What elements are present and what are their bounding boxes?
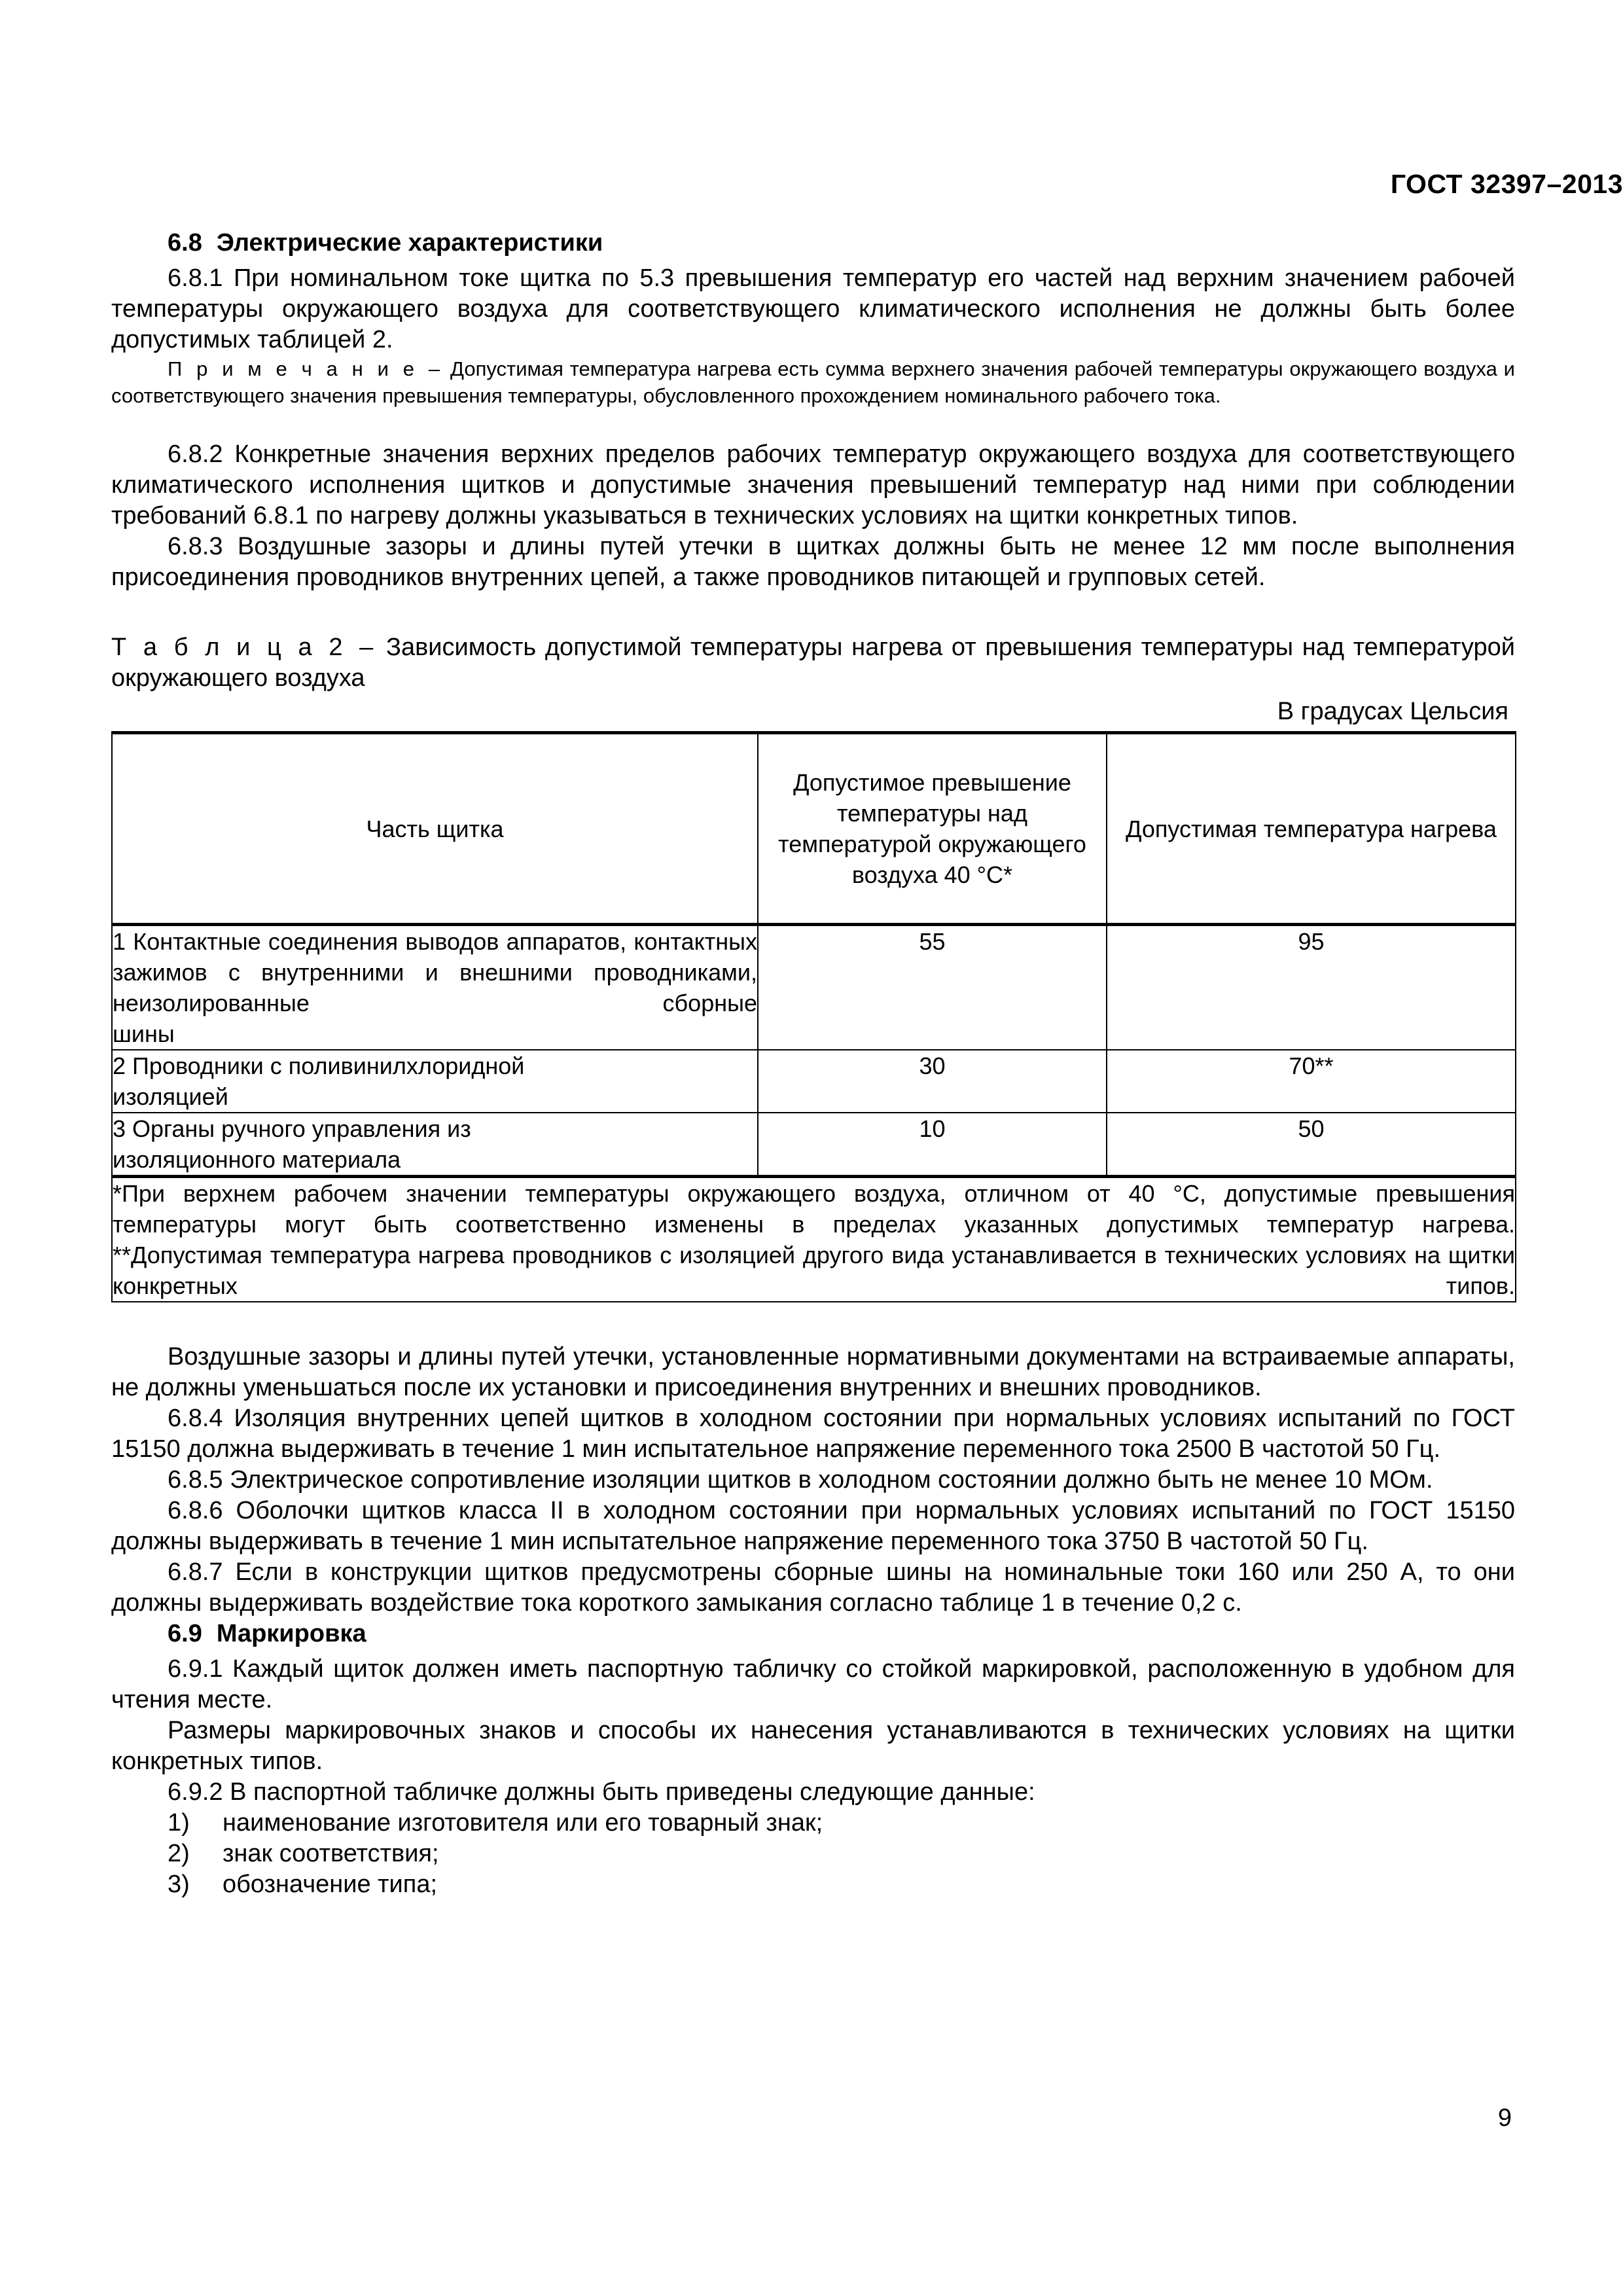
- table-2: [111, 731, 1516, 1302]
- page-number: 9: [1497, 2104, 1512, 2132]
- section-number-6-8: 6.8: [168, 229, 202, 257]
- table-cell-part-text: 3 Органы ручного управления из: [113, 1115, 471, 1142]
- list-item-label: наименование изготовителя или его товарный знак;: [223, 1809, 823, 1837]
- table-cell-heat: 95: [1107, 925, 1516, 1050]
- list-item: [111, 1808, 1515, 1839]
- table-2-caption-label: Т а б л и ц а 2 –: [111, 634, 378, 661]
- table-2-head: [112, 733, 1516, 925]
- list-item: [111, 1869, 1515, 1900]
- paragraph-6-8-1: 6.8.1 При номинальном токе щитка по 5.3 превышения температур его частей над верхним значением рабочей температуры окружающего воздуха для соответствующего климатического исполнения не должны быть более допустимых таблицей 2.: [111, 264, 1515, 353]
- paragraph-6-8-6: 6.8.6 Оболочки щитков класса II в холодном состоянии при нормальных условиях испытаний по ГОСТ 15150 должны выдерживать в течение 1 мин испытательное напряжение переменного тока 3750 В частотой 50 Гц.: [111, 1497, 1515, 1555]
- paragraph-6-9-1: 6.9.1 Каждый щиток должен иметь паспортную табличку со стойкой маркировкой, расположенную в удобном для чтения месте.: [111, 1655, 1515, 1713]
- table-header-row: [112, 733, 1516, 925]
- table-footnote-1: *При верхнем рабочем значении температуры окружающего воздуха, отличном от 40 °С, допустимые превышения температуры могут быть соответственно изменены в пределах указанных допустимых температур нагрева.: [113, 1180, 1515, 1238]
- marking-data-list: [111, 1808, 1515, 1900]
- table-cell-rise: 10: [758, 1113, 1107, 1177]
- paragraph-6-9-2: 6.9.2 В паспортной табличке должны быть приведены следующие данные:: [168, 1778, 1035, 1806]
- table-cell-part-text: 2 Проводники с поливинилхлоридной: [113, 1052, 525, 1079]
- table-cell-heat: 70**: [1107, 1050, 1516, 1113]
- list-item-marker: 1): [168, 1809, 190, 1837]
- table-2-caption-text: Зависимость допустимой температуры нагрева от превышения температуры над температурой окружающего воздуха: [111, 634, 1515, 692]
- table-footnote-2: **Допустимая температура нагрева проводников с изоляцией другого вида устанавливается в технических условиях на щитки конкретных типов.: [113, 1242, 1515, 1299]
- table-cell-rise: 55: [758, 925, 1107, 1050]
- table-cell-rise: 30: [758, 1050, 1107, 1113]
- note-label: П р и м е ч а н и е –: [168, 357, 444, 380]
- table-row: [112, 925, 1516, 1050]
- table-2-body: [112, 925, 1516, 1302]
- spacer: [111, 409, 1515, 439]
- section-heading-6-9: [111, 1619, 1515, 1649]
- table-cell-part: [112, 1050, 758, 1113]
- table-row: [112, 1113, 1516, 1177]
- table-footnotes: [112, 1177, 1516, 1302]
- table-cell-part-text-last: шины: [113, 1020, 175, 1047]
- note-block: [111, 355, 1515, 409]
- paragraph-6-8-2: 6.8.2 Конкретные значения верхних пределов рабочих температур окружающего воздуха для соответствующего климатического исполнения щитков и допустимые значения превышений температур над ними при соблюдении требований 6.8.1 по нагреву должны указываться в технических условиях на щитки конкретных типов.: [111, 440, 1515, 529]
- table-row: [112, 1050, 1516, 1113]
- list-item-label: обозначение типа;: [223, 1871, 438, 1898]
- table-cell-part-text-last: изоляционного материала: [113, 1146, 401, 1173]
- table-cell-part-text: 1 Контактные соединения выводов аппаратов, контактных зажимов с внутренними и внешними проводниками, неизолированные сборные: [113, 928, 757, 1016]
- paragraph-6-8-3: 6.8.3 Воздушные зазоры и длины путей утечки в щитках должны быть не менее 12 мм после выполнения присоединения проводников внутренних цепей, а также проводников питающей и групповых сетей.: [111, 533, 1515, 591]
- table-cell-part: [112, 1113, 758, 1177]
- body-block: [111, 228, 1515, 1900]
- paragraph-6-8-5: 6.8.5 Электрическое сопротивление изоляции щитков в холодном состоянии должно быть не менее 10 МОм.: [168, 1466, 1433, 1494]
- list-item-marker: 2): [168, 1840, 190, 1867]
- table-2-units: В градусах Цельсия: [1277, 698, 1508, 725]
- standard-header: ГОСТ 32397–2013: [1390, 169, 1623, 199]
- table-cell-part: [112, 925, 758, 1050]
- section-number-6-9: 6.9: [168, 1620, 202, 1647]
- paragraph-6-8-4: 6.8.4 Изоляция внутренних цепей щитков в холодном состоянии при нормальных условиях испытаний по ГОСТ 15150 должна выдерживать в течение 1 мин испытательное напряжение переменного тока 2500 В частотой 50 Гц.: [111, 1405, 1515, 1463]
- spacer: [111, 1333, 1515, 1342]
- table-2-caption: [111, 632, 1515, 694]
- section-title-6-9: Маркировка: [216, 1620, 366, 1647]
- section-heading-6-8: [111, 228, 1515, 258]
- table-footnote-row: [112, 1177, 1516, 1302]
- list-item-marker: 3): [168, 1871, 190, 1898]
- paragraph-after-table: Воздушные зазоры и длины путей утечки, установленные нормативными документами на встраиваемые аппараты, не должны уменьшаться после их установки и присоединения внутренних и внешних проводников.: [111, 1343, 1515, 1401]
- table-cell-part-text-last: изоляцией: [113, 1083, 228, 1110]
- paragraph-6-8-7: 6.8.7 Если в конструкции щитков предусмотрены сборные шины на номинальные токи 160 или 250 А, то они должны выдерживать воздействие тока короткого замыкания согласно таблице 1 в течение 0,2 с.: [111, 1558, 1515, 1617]
- spacer: [111, 593, 1515, 623]
- spacer: [111, 623, 1515, 632]
- spacer: [111, 1302, 1515, 1333]
- table-header-rise: Допустимое превышение температуры над температурой окружающего воздуха 40 °С*: [758, 733, 1107, 925]
- table-header-part: Часть щитка: [112, 733, 758, 925]
- paragraph-marking-sizes: Размеры маркировочных знаков и способы их нанесения устанавливаются в технических условиях на щитки конкретных типов.: [111, 1717, 1515, 1775]
- table-cell-heat: 50: [1107, 1113, 1516, 1177]
- table-header-heat: Допустимая температура нагрева: [1107, 733, 1516, 925]
- note-text: Допустимая температура нагрева есть сумма верхнего значения рабочей температуры окружающего воздуха и соответствующего значения превышения температуры, обусловленного прохождением номинального рабочего тока.: [111, 357, 1515, 407]
- section-title-6-8: Электрические характеристики: [216, 229, 603, 257]
- list-item: [111, 1839, 1515, 1869]
- list-item-label: знак соответствия;: [223, 1840, 439, 1867]
